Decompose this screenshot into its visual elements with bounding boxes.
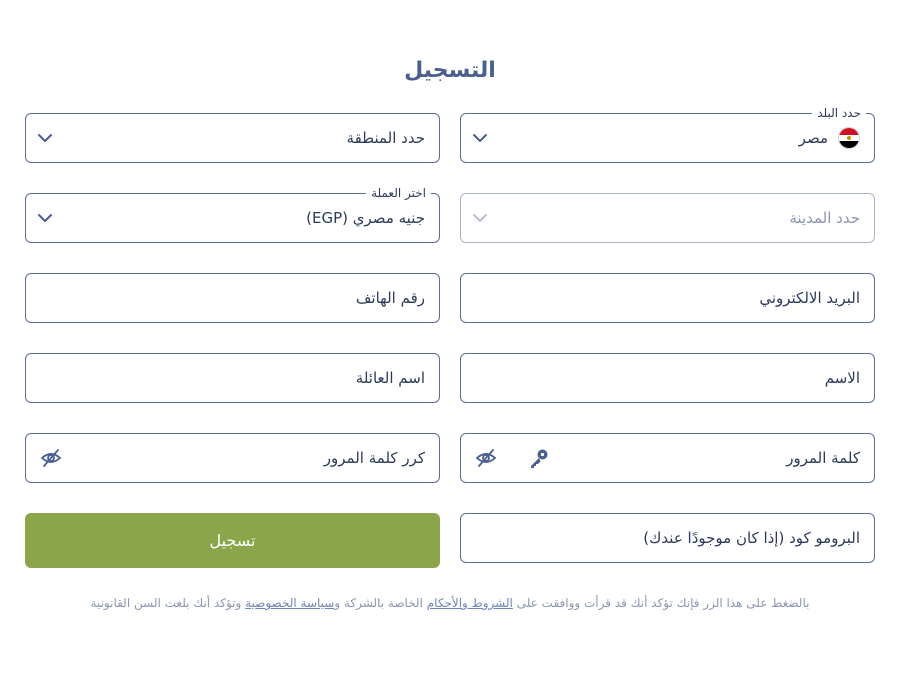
promo-code-placeholder: البرومو كود (إذا كان موجودًا عندك): [643, 529, 860, 547]
last-name-field[interactable]: [25, 353, 440, 403]
city-placeholder: حدد المدينة: [789, 209, 860, 227]
terms-conditions-link[interactable]: الشروط والأحكام: [426, 596, 513, 610]
terms-text-3: وتؤكد أنك بلغت السن القانونية: [90, 596, 242, 610]
currency-value: جنيه مصري (EGP): [306, 209, 425, 227]
phone-field[interactable]: [25, 273, 440, 323]
currency-select[interactable]: [25, 186, 440, 243]
terms-text-1: بالضغط على هذا الزر فإنك تؤكد أنك قد قرأت ووافقت على: [516, 596, 810, 610]
email-placeholder: البريد الالكتروني: [759, 289, 860, 307]
chevron-down-icon: [36, 209, 54, 227]
country-label: حدد البلد: [812, 105, 866, 121]
terms-notice: [0, 596, 900, 610]
last-name-placeholder: اسم العائلة: [355, 369, 425, 387]
chevron-down-icon: [471, 209, 489, 227]
city-select[interactable]: [460, 193, 875, 243]
region-select[interactable]: [25, 113, 440, 163]
country-value: مصر: [798, 129, 828, 147]
password-placeholder: كلمة المرور: [786, 449, 860, 467]
first-name-field[interactable]: [460, 353, 875, 403]
confirm-password-field[interactable]: [25, 433, 440, 483]
confirm-password-placeholder: كرر كلمة المرور: [323, 449, 425, 467]
terms-text-2: الخاصة بالشركة و: [334, 596, 423, 610]
chevron-down-icon: [471, 129, 489, 147]
email-field[interactable]: [460, 273, 875, 323]
eye-slash-icon[interactable]: [40, 447, 62, 469]
register-button[interactable]: تسجيل: [25, 513, 440, 568]
key-icon[interactable]: [527, 446, 551, 470]
chevron-down-icon: [36, 129, 54, 147]
privacy-policy-link[interactable]: سياسة الخصوصية: [245, 596, 335, 610]
page-title: التسجيل: [404, 58, 496, 83]
password-field[interactable]: [460, 433, 875, 483]
eye-slash-icon[interactable]: [475, 447, 497, 469]
currency-label: اختر العملة: [366, 185, 431, 201]
egypt-flag-icon: [838, 127, 860, 149]
country-select[interactable]: [460, 106, 875, 163]
promo-code-field[interactable]: [460, 513, 875, 563]
phone-placeholder: رقم الهاتف: [355, 289, 425, 307]
region-placeholder: حدد المنطقة: [346, 129, 425, 147]
first-name-placeholder: الاسم: [824, 369, 860, 387]
